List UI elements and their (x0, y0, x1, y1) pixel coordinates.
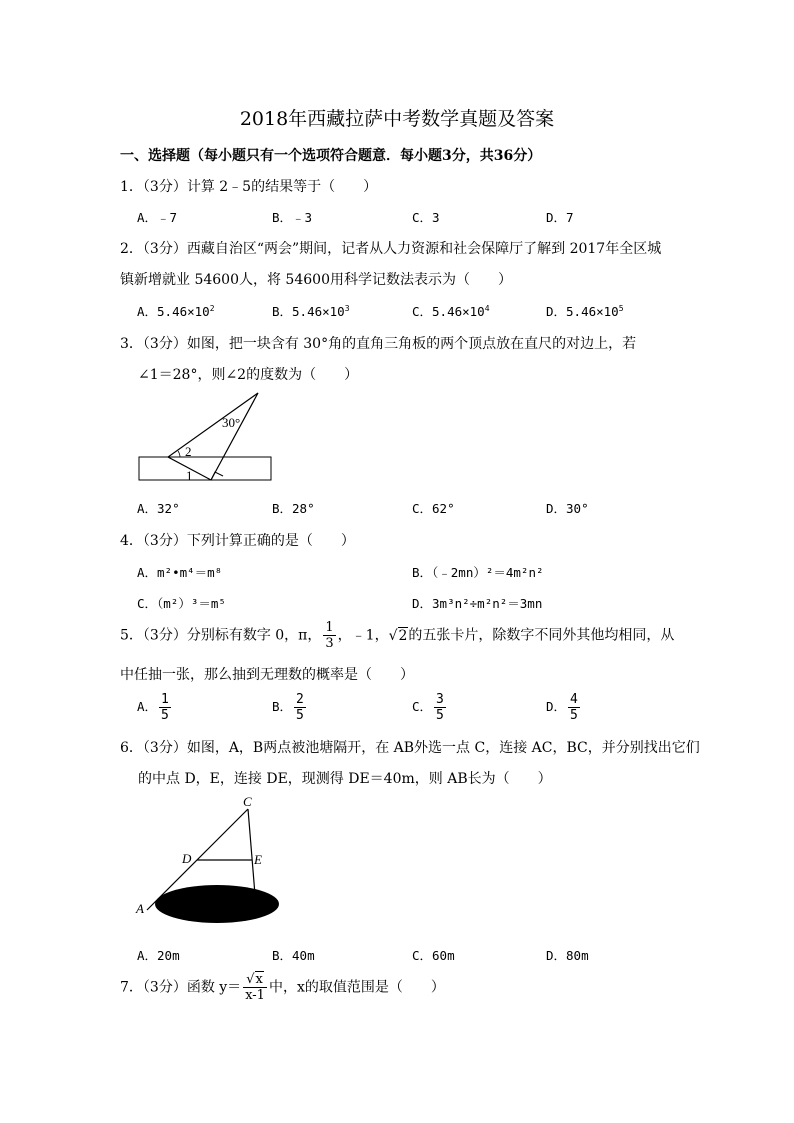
page-title: 2018年西藏拉萨中考数学真题及答案 (239, 108, 555, 130)
q6-option-b: B．40m (272, 948, 315, 963)
q5-option-b: B． $\frac{2}{5}$ (272, 692, 304, 723)
q4-option-c: C．（m²）³＝m⁵ (137, 596, 226, 611)
label-point-a: A (136, 901, 144, 916)
question-3-line-2: ∠1＝28°，则∠2的度数为（ ） (138, 367, 359, 383)
question-2-line-1: 2．（3分）西藏自治区“两会”期间，记者从人力资源和社会保障厅了解到 2017年全区城 (120, 241, 662, 257)
q1-option-b: B．﹣3 (272, 210, 313, 225)
q1-option-a: A．﹣7 (137, 210, 178, 225)
question-1-stem: 1．（3分）计算 2﹣5的结果等于（ ） (120, 179, 378, 195)
fraction-one-third: $\frac{1}{3}$ (325, 620, 334, 651)
question-2-line-2: 镇新增就业 54600人，将 54600用科学记数法表示为（ ） (120, 272, 512, 288)
q4-option-d: D．3m³n²÷m²n²＝3mn (412, 596, 543, 611)
fraction-sqrt-x-over-x-minus-1: $\frac{√x}{x-1}$ (245, 972, 265, 1003)
label-point-b: B (258, 900, 266, 915)
q6-option-d: D．80m (546, 948, 589, 963)
q1-option-d: D．7 (546, 210, 574, 225)
q4-option-a: A．m²•m⁴＝m⁸ (137, 565, 223, 580)
label-30-degrees: 30° (222, 415, 241, 430)
q3-option-a: A．32° (137, 501, 180, 516)
ruler-triangle-figure (134, 390, 279, 485)
q2-option-d: D．$5.46\times 10^5$ (546, 304, 624, 319)
question-7-stem: 7．（3分）函数 y＝ $\frac{√x}{x-1}$ 中，x的取值范围是（ ） (120, 972, 445, 1003)
q5-option-d: D． $\frac{4}{5}$ (546, 692, 578, 723)
question-3-line-1: 3．（3分）如图，把一块含有 30°角的直角三角板的两个顶点放在直尺的对边上，若 (120, 336, 637, 352)
label-angle-2: 2 (185, 444, 192, 459)
section-heading: 一、选择题（每小题只有一个选项符合题意．每小题3分，共36分） (120, 148, 542, 164)
q3-option-b: B．28° (272, 501, 315, 516)
label-point-c: C (243, 794, 252, 809)
question-5-line-2: 中任抽一张，那么抽到无理数的概率是（ ） (120, 667, 414, 683)
q6-option-c: C．60m (412, 948, 455, 963)
q4-option-b: B．（﹣2mn）²＝4m²n² (412, 565, 544, 580)
label-point-d: D (182, 851, 192, 866)
question-5-line-1: 5．（3分）分别标有数字 0，π， $\frac{1}{3}$ ，﹣1，√2的五张卡片，除数字不同外其他均相同，从 (120, 620, 675, 651)
q2-option-b: B．$5.46\times 10^3$ (272, 304, 350, 319)
question-6-line-2: 的中点 D，E，连接 DE，现测得 DE＝40m，则 AB长为（ ） (138, 771, 552, 787)
q3-option-c: C．62° (412, 501, 455, 516)
q5-option-a: A． $\frac{1}{5}$ (137, 692, 169, 723)
sqrt-two: √2 (388, 627, 408, 644)
q6-option-a: A．20m (137, 948, 180, 963)
q1-option-c: C．3 (412, 210, 440, 225)
question-4-stem: 4．（3分）下列计算正确的是（ ） (120, 533, 355, 549)
question-6-line-1: 6．（3分）如图，A，B两点被池塘隔开，在 AB外选一点 C，连接 AC，BC，并分别找出它们 (120, 740, 700, 756)
q3-option-d: D．30° (546, 501, 589, 516)
pond-triangle-figure (134, 792, 279, 927)
label-angle-1: 1 (186, 468, 193, 483)
q2-option-c: C．$5.46\times 10^4$ (412, 304, 490, 319)
q5-option-c: C． $\frac{3}{5}$ (412, 692, 444, 723)
q2-option-a: A．$5.46\times 10^2$ (137, 304, 215, 319)
label-point-e: E (254, 852, 262, 867)
